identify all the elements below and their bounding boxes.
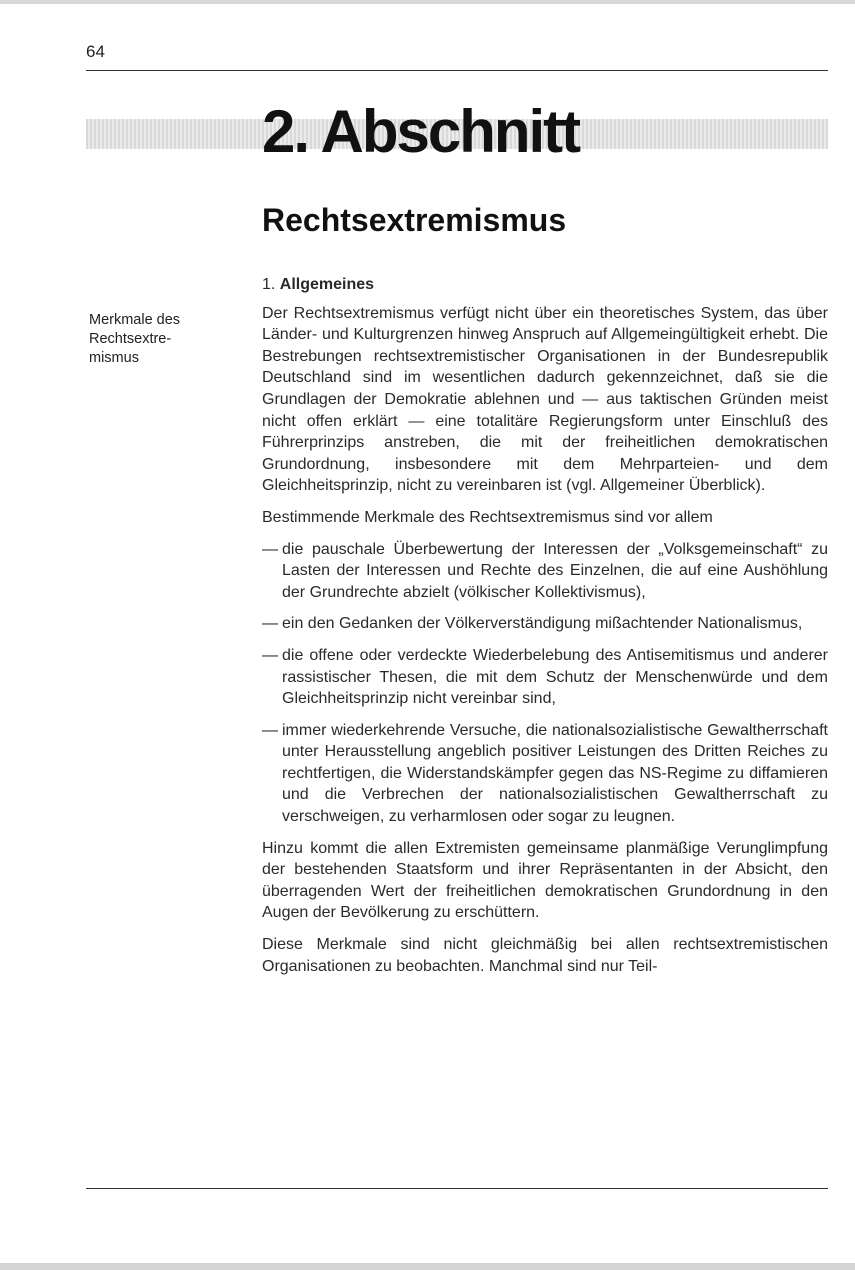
list-item-text: die offene oder verdeckte Wiederbelebung des Antisemitismus und anderer rassistischer Thesen, die mit dem Schutz der Menschenwürde und dem Gleichheitsprinzip nicht vereinbar sind, — [282, 646, 828, 708]
dash-marker: — — [262, 721, 278, 739]
paragraph: Diese Merkmale sind nicht gleichmäßig bei allen rechtsextremistischen Organisationen zu beobachten. Manchmal sind nur Teil- — [262, 936, 828, 975]
list-item-text: immer wiederkehrende Versuche, die nationalsozialistische Gewaltherrschaft unter Herausstellung angeblich positiver Leistungen des Dritten Reiches zu rechtfertigen, die Widerstandskämpfer gegen das NS-Regime zu diffamieren und die Verbrechen der nationalsozialistischen Gewaltherrschaft zu verschweigen, zu verharmlosen oder sogar zu leugnen. — [282, 721, 828, 826]
section-title: 2. Abschnitt — [262, 98, 580, 165]
chapter-title: Rechtsextremismus — [262, 202, 567, 238]
header-rule — [86, 70, 828, 71]
subsection-number: 1. — [262, 276, 276, 293]
subsection-heading — [262, 274, 828, 296]
paragraph: Der Rechtsextremismus verfügt nicht über ein theoretisches System, das über Länder- und Kulturgrenzen hinweg Anspruch auf Allgemeingültigkeit erhebt. Die Bestrebungen rechtsextremistischer Organisationen in der Bundesrepublik Deutschland sind im wesentlichen dadurch gekennzeichnet, daß sie die Grundlagen der Demokratie ablehnen und — aus taktischen Gründen meist nicht offen erklärt — eine totalitäre Regierungsform unter Einschluß des Führerprinzips anstreben, die mit der freiheitlichen demokratischen Grundordnung, insbesondere mit dem Mehrparteien- und dem Gleichheitsprinzip, nicht zu vereinbaren ist (vgl. Allgemeiner Überblick). — [262, 304, 828, 495]
body-column — [262, 274, 828, 987]
list-item — [262, 720, 828, 828]
list-item-text: die pauschale Überbewertung der Interessen der „Volksgemeinschaft“ zu Lasten der Interessen und Rechte des Einzelnen, die auf eine Aushöhlung der Grundrechte abzielt (völkischer Kollektivismus), — [282, 540, 828, 601]
dash-marker: — — [262, 646, 278, 664]
feature-list — [262, 539, 828, 828]
dash-marker: — — [262, 540, 278, 558]
paragraph: Bestimmende Merkmale des Rechtsextremismus sind vor allem — [262, 508, 713, 526]
list-item — [262, 645, 828, 710]
list-item-text: ein den Gedanken der Völkerverständigung mißachtender Nationalismus, — [282, 615, 803, 633]
list-item — [262, 613, 828, 635]
margin-note-text: Merkmale des Rechtsextre-mismus — [89, 312, 181, 366]
dash-marker: — — [262, 615, 278, 633]
list-item — [262, 539, 828, 604]
footer-rule — [86, 1188, 828, 1189]
paragraph: Hinzu kommt die allen Extremisten gemeinsame planmäßige Verunglimpfung der bestehenden Staatsform und ihrer Repräsentanten in der Absicht, den überragenden Wert der freiheitlichen demokratischen Grundordnung in den Augen der Bevölkerung zu erschüttern. — [262, 839, 828, 922]
subsection-title: Allgemeines — [279, 276, 375, 293]
page-edge-top — [0, 0, 855, 4]
margin-note — [89, 311, 214, 368]
page-edge-bottom — [0, 1263, 855, 1270]
page-number: 64 — [86, 42, 105, 61]
